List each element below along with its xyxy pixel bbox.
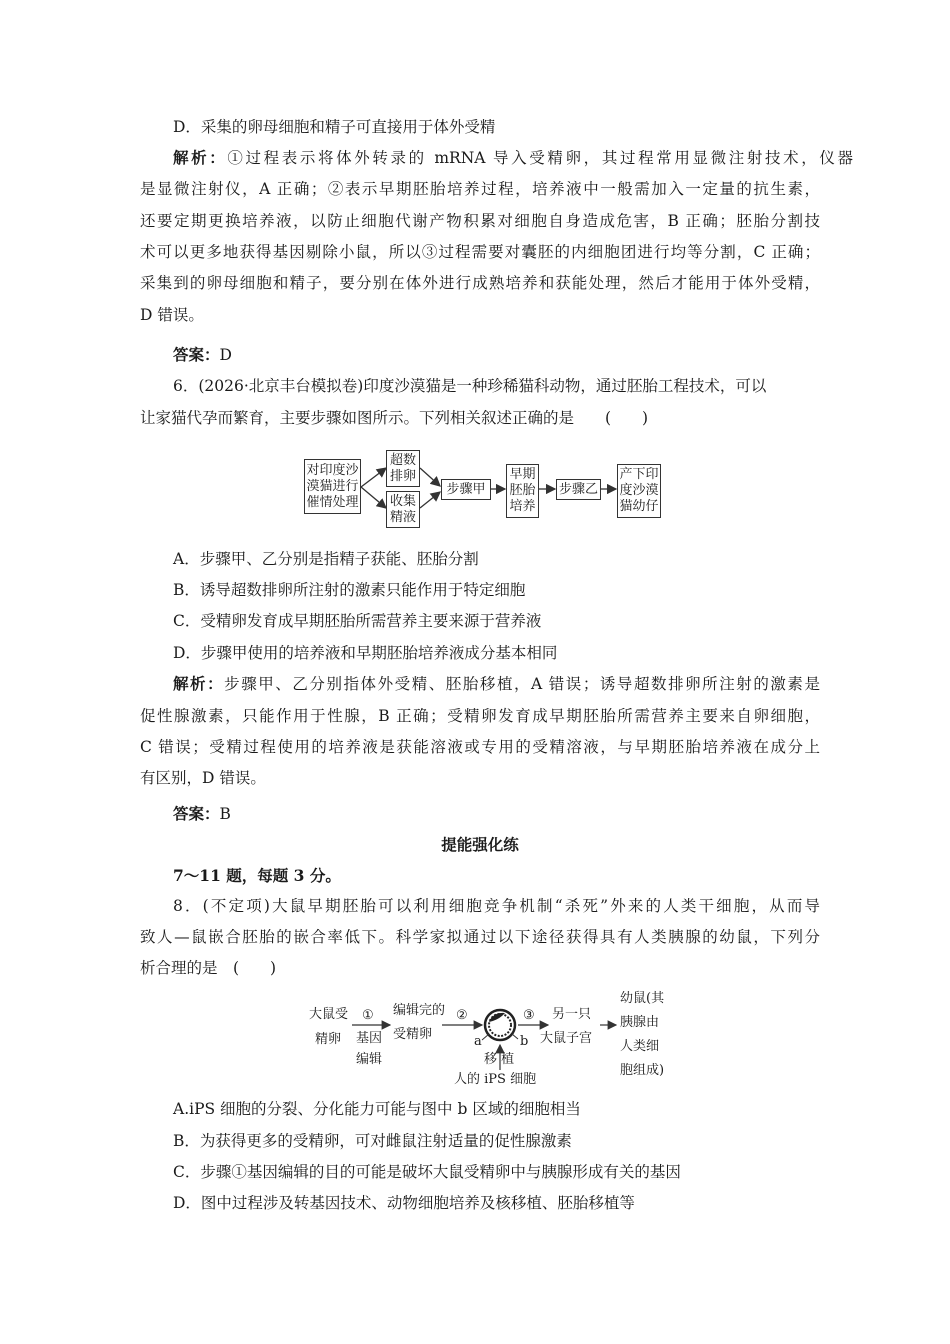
q6-analysis-line-3: C 错误；受精过程使用的培养液是获能溶液或专用的受精溶液，与早期胚胎培养液在成分上 bbox=[140, 738, 820, 756]
q5-analysis-line-4: 术可以更多地获得基因剔除小鼠，所以③过程需要对囊胚的内细胞团进行均等分割，C 正确； bbox=[140, 243, 820, 261]
answer-label: 答案： bbox=[173, 804, 220, 823]
analysis-text: 步骤甲、乙分别指体外受精、胚胎移植，A 错误；诱导超数排卵所注射的激素是 bbox=[224, 675, 820, 693]
step1-number: ① bbox=[362, 1008, 374, 1023]
answer-value: B bbox=[219, 805, 231, 823]
q8-stem-line-1: 8．(不定项)大鼠早期胚胎可以利用细胞竞争机制“杀死”外来的人类干细胞，从而导 bbox=[173, 897, 820, 915]
q8-option-d: D．图中过程涉及转基因技术、动物细胞培养及核移植、胚胎移植等 bbox=[173, 1194, 635, 1212]
q5-analysis-line-6: D 错误。 bbox=[140, 306, 204, 324]
end-label-line4: 胞组成) bbox=[620, 1063, 665, 1078]
start-label-line2: 精卵 bbox=[315, 1032, 342, 1047]
q8-option-b: B．为获得更多的受精卵，可对雌鼠注射适量的促性腺激素 bbox=[173, 1132, 572, 1150]
transplant-label: 移 植 bbox=[484, 1052, 515, 1067]
flow-box-collect-semen: 收集 精液 bbox=[386, 491, 420, 528]
q6-analysis-line-4: 有区别，D 错误。 bbox=[140, 769, 266, 787]
step3-text-line1: 另一只 bbox=[552, 1007, 592, 1022]
step3-text-line2: 大鼠子宫 bbox=[540, 1031, 593, 1046]
region-label-b: b bbox=[520, 1034, 529, 1049]
q8-stem-line-3: 析合理的是 ( ) bbox=[140, 959, 277, 977]
q6-analysis-line-2: 促性腺激素，只能作用于性腺，B 正确；受精卵发育成早期胚胎所需营养主要来自卵细胞， bbox=[140, 707, 820, 725]
flow-box-superovulation: 超数 排卵 bbox=[386, 450, 420, 487]
flow-box-estrus-treatment: 对印度沙 漠猫进行 催情处理 bbox=[304, 459, 361, 514]
q6-option-b: B．诱导超数排卵所注射的激素只能作用于特定细胞 bbox=[173, 581, 526, 599]
mid-label-line2: 受精卵 bbox=[393, 1027, 433, 1042]
q5-analysis-line-3: 还要定期更换培养液，以防止细胞代谢产物积累对细胞自身造成危害，B 正确；胚胎分割技 bbox=[140, 212, 820, 230]
flow-box-step-jia: 步骤甲 bbox=[441, 479, 491, 500]
q5-analysis-line-5: 采集到的卵母细胞和精子，要分别在体外进行成熟培养和获能处理，然后才能用于体外受精， bbox=[140, 274, 820, 292]
step2-number: ② bbox=[456, 1008, 468, 1023]
mid-label-line1: 编辑完的 bbox=[393, 1003, 446, 1018]
step1-text-line2: 编辑 bbox=[356, 1052, 383, 1067]
q6-stem-line-2: 让家猫代孕而繁育，主要步骤如图所示。下列相关叙述正确的是 ( ) bbox=[140, 409, 649, 427]
start-label-line1: 大鼠受 bbox=[309, 1007, 349, 1022]
q6-stem-line-1: 6．(2026·北京丰台模拟卷)印度沙漠猫是一种珍稀猫科动物，通过胚胎工程技术，可以 bbox=[173, 377, 767, 395]
end-label-line1: 幼鼠(其 bbox=[620, 991, 665, 1006]
section-subtitle: 7～11 题，每题 3 分。 bbox=[173, 866, 341, 885]
q6-option-a: A．步骤甲、乙分别是指精子获能、胚胎分割 bbox=[173, 550, 479, 568]
q8-option-a: A.iPS 细胞的分裂、分化能力可能与图中 b 区域的细胞相当 bbox=[173, 1100, 581, 1118]
q8-stem-line-2: 致人—鼠嵌合胚胎的嵌合率低下。科学家拟通过以下途径获得具有人类胰腺的幼鼠，下列分 bbox=[140, 928, 820, 946]
answer-label: 答案： bbox=[173, 345, 220, 364]
analysis-label: 解析： bbox=[173, 674, 225, 693]
step3-number: ③ bbox=[523, 1008, 535, 1023]
q8-option-c: C．步骤①基因编辑的目的可能是破坏大鼠受精卵中与胰腺形成有关的基因 bbox=[173, 1163, 681, 1181]
answer-value: D bbox=[219, 346, 232, 364]
flow-box-early-embryo-culture: 早期 胚胎 培养 bbox=[506, 464, 539, 518]
q5-option-d: D．采集的卵母细胞和精子可直接用于体外受精 bbox=[173, 118, 496, 136]
q6-option-c: C．受精卵发育成早期胚胎所需营养主要来源于营养液 bbox=[173, 612, 542, 630]
analysis-label: 解析： bbox=[173, 148, 228, 167]
flow-box-step-yi: 步骤乙 bbox=[556, 479, 601, 500]
end-label-line3: 人类细 bbox=[620, 1039, 660, 1054]
step1-text-line1: 基因 bbox=[356, 1031, 383, 1046]
flow-box-kitten-born: 产下印 度沙漠 猫幼仔 bbox=[617, 464, 661, 518]
analysis-text: ①过程表示将体外转录的 mRNA 导入受精卵，其过程常用显微注射技术，仪器 bbox=[227, 149, 853, 167]
q6-option-d: D．步骤甲使用的培养液和早期胚胎培养液成分基本相同 bbox=[173, 644, 558, 662]
section-title: 提能强化练 bbox=[441, 835, 519, 854]
q5-analysis-line-2: 是显微注射仪，A 正确；②表示早期胚胎培养过程，培养液中一般需加入一定量的抗生素， bbox=[140, 180, 820, 198]
ips-label: 人的 iPS 细胞 bbox=[454, 1072, 537, 1087]
end-label-line2: 胰腺由 bbox=[620, 1015, 660, 1030]
region-label-a: a bbox=[474, 1034, 482, 1049]
